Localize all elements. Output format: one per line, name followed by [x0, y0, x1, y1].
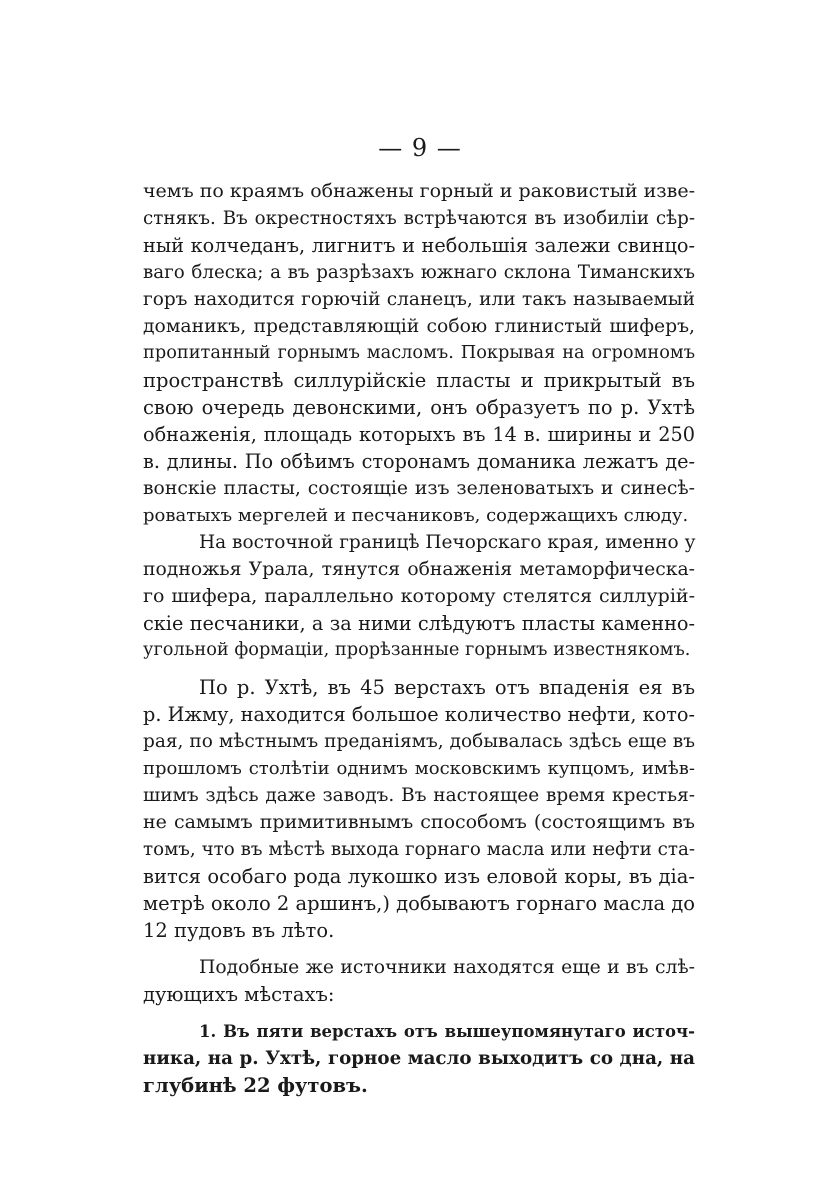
text-line: томъ, что въ мѣстѣ выхода горнаго масла или нефти ста-	[143, 839, 695, 860]
text-line: прошломъ столѣтіи однимъ московскимъ купцомъ, имѣв-	[143, 758, 695, 779]
text-line: 1. Въ пяти верстахъ отъ вышеупомянутаго источ-	[199, 1022, 695, 1041]
text-line: стнякъ. Въ окрестностяхъ встрѣчаются въ изобиліи сѣр-	[143, 208, 695, 229]
text-line: шимъ здѣсь даже заводъ. Въ настоящее время крестья-	[143, 785, 695, 806]
text-line: роватыхъ мергелей и песчаниковъ, содержащихъ слюду.	[143, 505, 689, 526]
text-line: По р. Ухтѣ, въ 45 верстахъ отъ впаденія ея въ	[199, 676, 695, 699]
text-line: подножья Урала, тянутся обнаженія метаморфическа-	[143, 559, 695, 580]
text-line: в. длины. По обѣимъ сторонамъ доманика лежатъ де-	[143, 450, 695, 473]
text-line: глубинѣ 22 футовъ.	[143, 1074, 368, 1097]
text-line: не самымъ примитивнымъ способомъ (состоящимъ въ	[143, 811, 695, 833]
text-line: вится особаго рода лукошко изъ еловой коры, въ діа-	[143, 865, 695, 888]
text-line: р. Ижму, находится большое количество нефти, кото-	[143, 703, 695, 726]
paragraph-4	[143, 954, 695, 1008]
text-line: метрѣ около 2 аршинъ,) добываютъ горнаго масла до	[143, 892, 696, 915]
text-line: ваго блеска; а въ разрѣзахъ южнаго склона Тиманскихъ	[143, 262, 695, 283]
text-line: пропитанный горнымъ масломъ. Покрывая на огромномъ	[143, 343, 695, 363]
text-line: скіе песчаники, а за ними слѣдуютъ пласты каменно-	[143, 612, 695, 635]
text-line: рая, по мѣстнымъ преданіямъ, добывалась здѣсь еще въ	[143, 731, 695, 752]
paragraph-3	[143, 674, 695, 944]
text-line: дующихъ мѣстахъ:	[143, 983, 335, 1006]
text-line: доманикъ, представляющій собою глинистый шиферъ,	[143, 316, 695, 337]
text-line: ный колчеданъ, лигнитъ и небольшія залежи свинцо-	[143, 234, 695, 257]
text-line: пространствѣ силлурійскіе пласты и прикрытый въ	[143, 369, 695, 392]
paragraph-2	[143, 529, 695, 664]
text-line: вонскіе пласты, состоящіе изъ зеленоватыхъ и синесѣ-	[143, 478, 695, 499]
text-line: ника, на р. Ухтѣ, горное масло выходитъ со дна, на	[143, 1048, 695, 1069]
paragraph-1	[143, 178, 695, 529]
text-line: угольной формаціи, прорѣзанные горнымъ известнякомъ.	[143, 640, 691, 660]
page-number: — 9 —	[378, 134, 462, 162]
text-line: чемъ по краямъ обнажены горный и раковистый изве-	[143, 180, 695, 202]
text-line: На восточной границѣ Печорскаго края, именно у	[199, 532, 696, 553]
text-line: Подобные же источники находятся еще и въ слѣ-	[199, 957, 695, 978]
body-text	[143, 178, 695, 1099]
paragraph-5	[143, 1018, 695, 1099]
text-line: горъ находится горючій сланецъ, или такъ называемый	[143, 289, 695, 310]
text-line: обнаженія, площадь которыхъ въ 14 в. ширины и 250	[143, 423, 695, 446]
text-line: го шифера, параллельно которому стелятся силлурій-	[143, 585, 695, 607]
text-line: свою очередь девонскими, онъ образуетъ по р. Ухтѣ	[143, 396, 695, 419]
text-line: 12 пудовъ въ лѣто.	[143, 919, 335, 942]
